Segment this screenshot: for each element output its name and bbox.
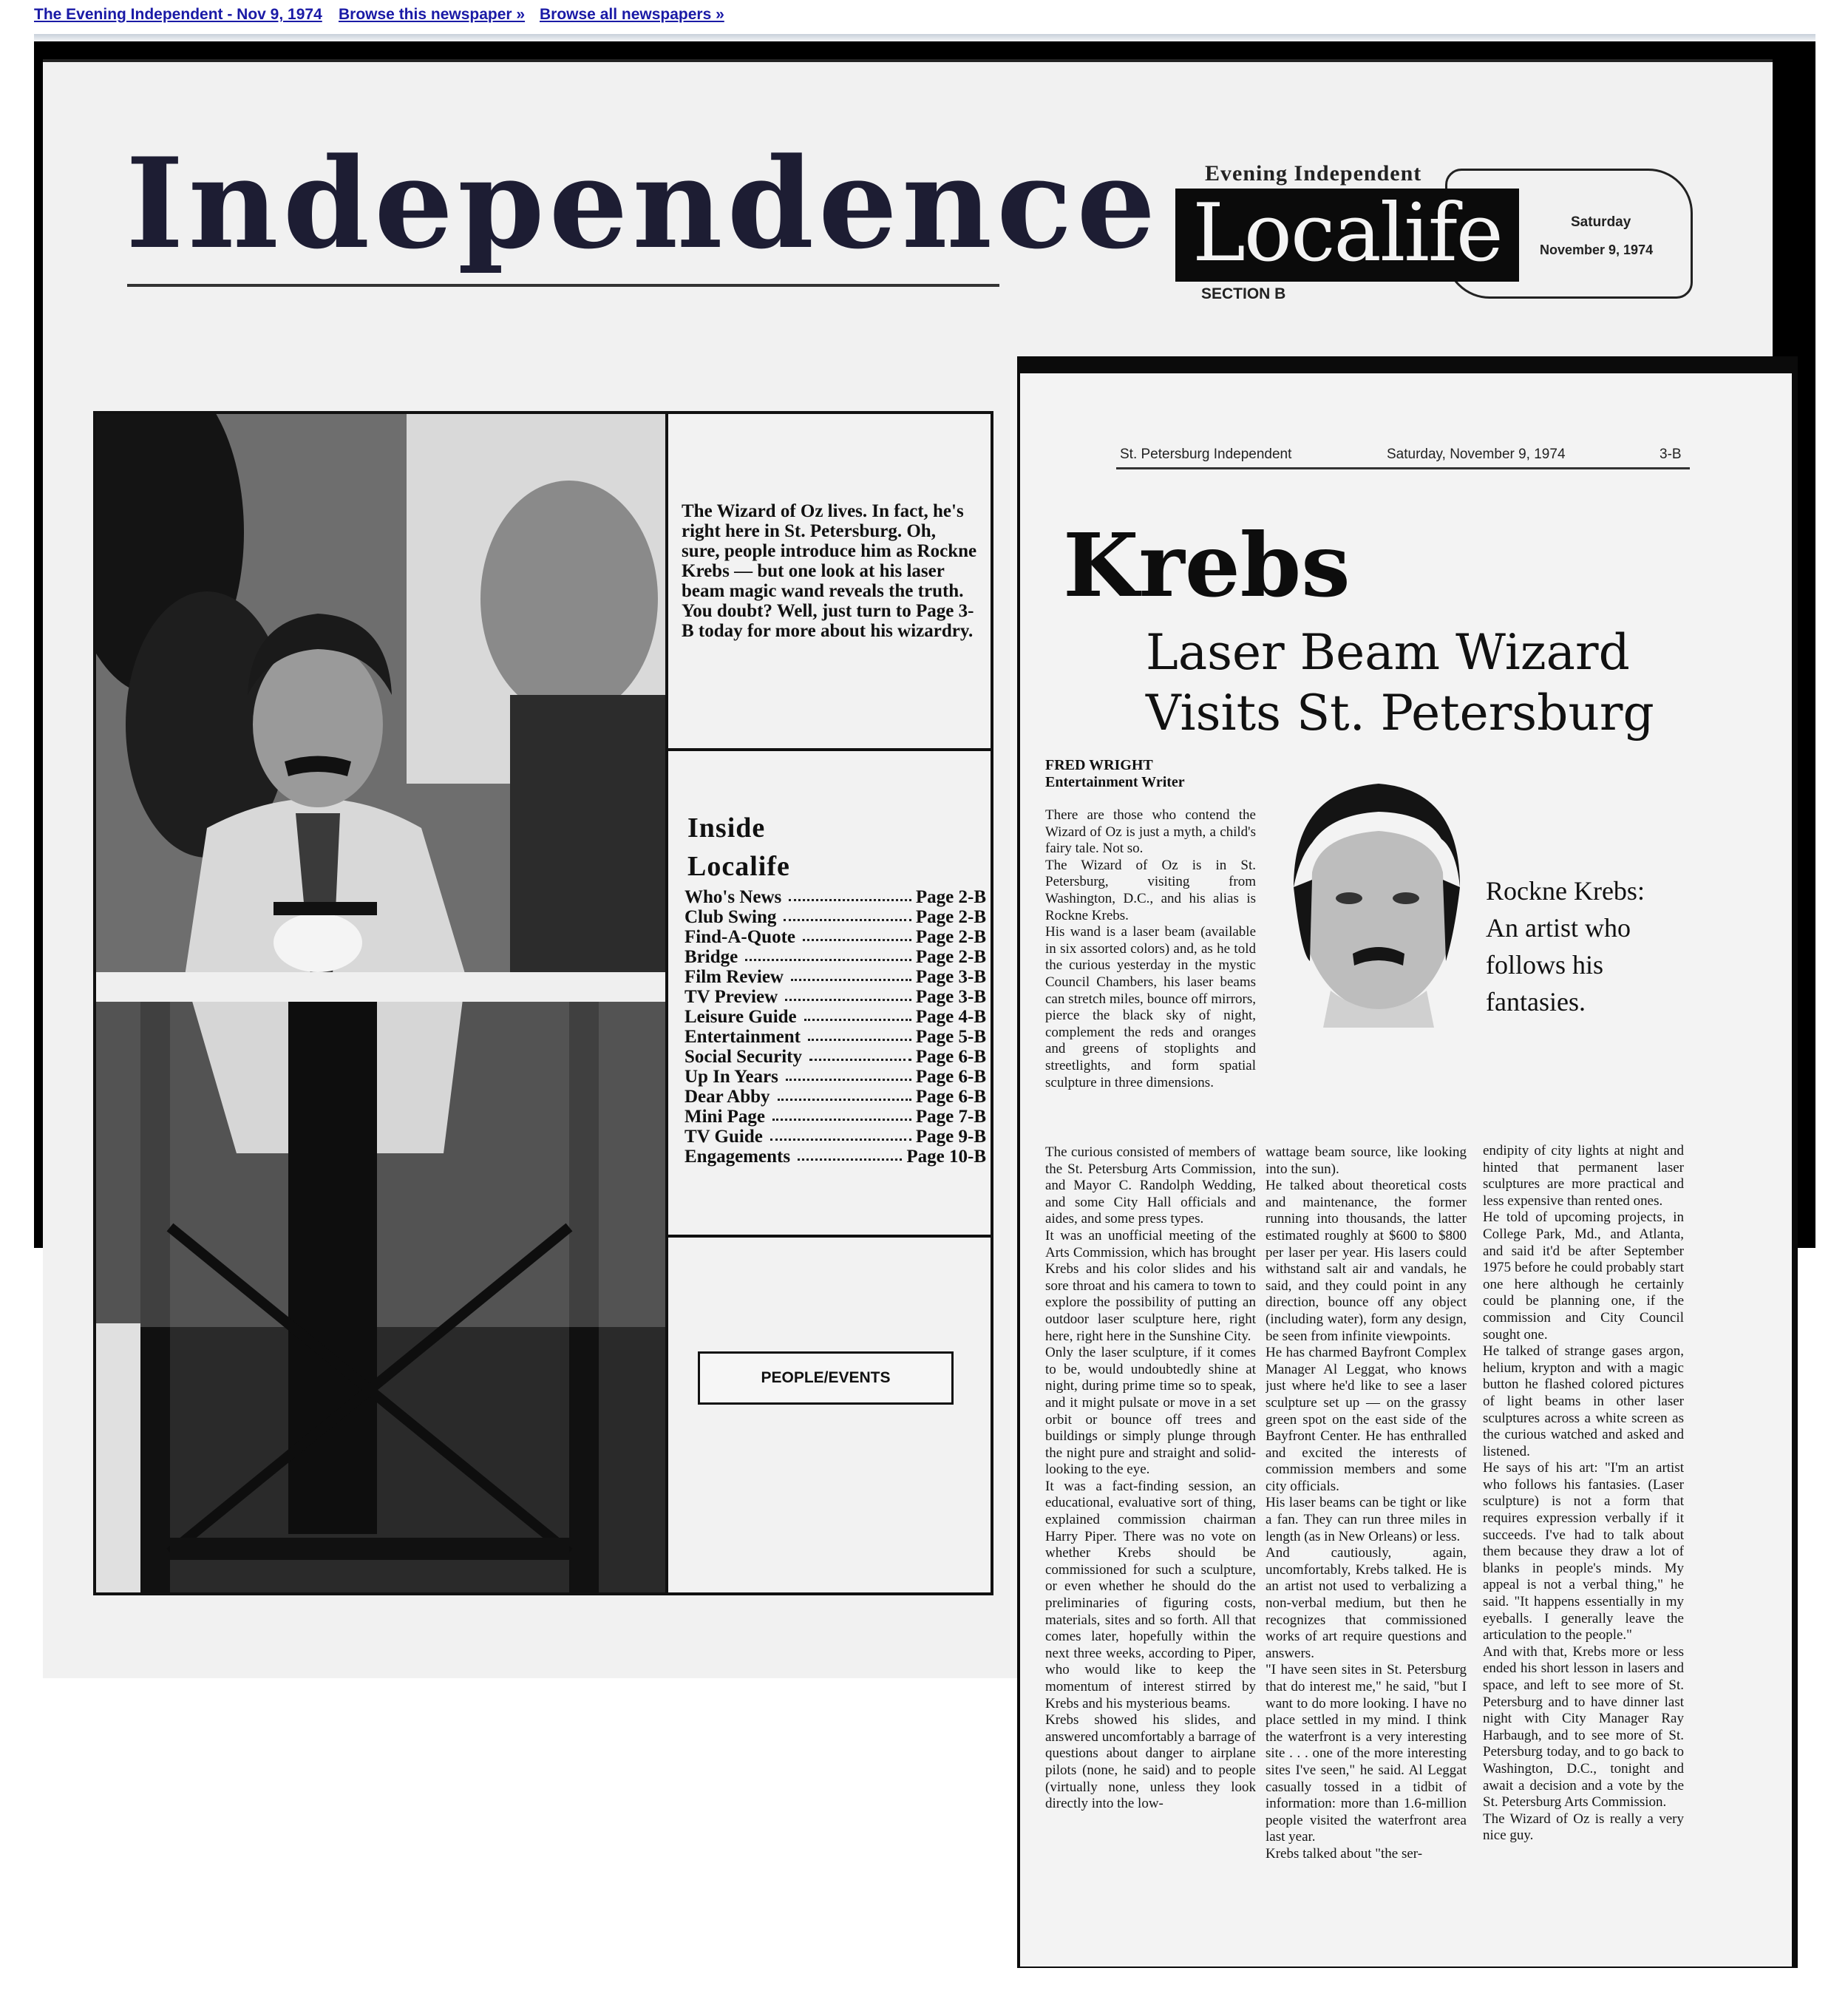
index-item-page: Page 2-B	[915, 947, 986, 967]
photo-divider	[665, 414, 668, 1592]
index-item-page: Page 3-B	[915, 987, 986, 1007]
folio-page-number: 3-B	[1660, 447, 1682, 462]
index-item-name: Find-A-Quote	[684, 927, 795, 947]
index-row	[684, 987, 986, 1007]
section-flag-paper-name: Evening Independent	[1205, 161, 1422, 186]
folio-rule	[1116, 467, 1690, 469]
krebs-portrait-photo	[1279, 769, 1472, 1028]
folio-paper-name: St. Petersburg Independent	[1120, 447, 1292, 462]
inside-heading: Inside	[687, 812, 766, 844]
index-leader-dots	[798, 1147, 902, 1161]
index-row	[684, 907, 986, 927]
index-row	[684, 1127, 986, 1147]
index-leader-dots	[785, 987, 911, 1001]
sidebar-rule-1	[668, 748, 992, 751]
index-item-page: Page 7-B	[915, 1107, 986, 1127]
index-leader-dots	[803, 927, 911, 941]
index-item-page: Page 2-B	[915, 887, 986, 907]
section-flag-day: Saturday	[1571, 214, 1631, 230]
subhead-line-1: Laser Beam Wizard	[1146, 624, 1630, 681]
index-row	[684, 947, 986, 967]
nav-divider	[34, 34, 1815, 41]
index-item-name: TV Preview	[684, 987, 778, 1007]
section-flag-date: November 9, 1974	[1540, 242, 1654, 257]
index-leader-dots	[786, 1067, 911, 1081]
index-row	[684, 1007, 986, 1027]
index-item-name: Engagements	[684, 1147, 791, 1167]
article-column-3: endipity of city lights at night and hinted that permanent laser sculptures are more practical and less expensive than rented ones. He told of upcoming projects, in College Park, Md., and Atlanta, and said it'd be after September 1975 before he could probably start one here although he certainly could be planning one, if the commission and City Council sought one. He talked of strange gases argon, helium, krypton and with a magic button he flashed colored pictures of light beams in other laser sculptures across a white screen as the curious watched and asked and listened. He says of his art: "I'm an artist who follows his fantasies. (Laser sculpture) is not a form that requires expression verbally if it succeeds. I've had to talk about them because they draw a lot of blanks in people's minds. My appeal is not a verbal thing," he said. "It happens essentially in my eyeballs. I generally leave the articulation to the people." And with that, Krebs more or less ended his short lesson in lasers and space, and left to see more of St. Petersburg and to have dinner last night with City Manager Ray Harbaugh, and to see more of St. Petersburg today, and to go back to Washington, D.C., tonight and await a decision and a vote by the St. Petersburg Arts Commission. The Wizard of Oz is really a very nice guy.	[1483, 1143, 1684, 1844]
inside-index	[684, 887, 986, 1167]
index-item-page: Page 2-B	[915, 907, 986, 927]
index-leader-dots	[804, 1007, 911, 1021]
artist-photo	[96, 414, 667, 1592]
article-subheadline	[1146, 622, 1708, 744]
article-column-2: wattage beam source, like looking into the sun). He talked about theoretical costs and maintenance, the former running into thousands, the latter estimated roughly at $600 to $800 per laser per year. His lasers could withstand salt air and vandals, he said, and they could point in any direction, bounce off any object (including water), form any design, be seen from infinite viewpoints. He has charmed Bayfront Complex Manager Al Leggat, who knows just where he'd like to see a laser sculpture set up — on the grassy green spot on the east side of the Bayfront Center. He has enthralled and excited the interests of commission members and some city officials. His laser beams can be tight or like a fan. They can run three miles in length (as in New Orleans) or less. And cautiously, again, uncomfortably, Krebs talked. He is an artist not used to verbalizing a non-verbal medium, but then he recognizes that commissioned works of art require questions and answers. "I have seen sites in St. Petersburg that do interest me," he said, "but I want to do more looking. I have no place settled in my mind. I think the waterfront is a very interesting site . . . one of the more interesting sites I've seen," he said. Al Leggat casually tossed in a tidbit of information: more than 1.6-million people visited the waterfront area last year. Krebs talked about "the ser-	[1266, 1144, 1467, 1862]
index-leader-dots	[772, 1107, 911, 1121]
index-item-page: Page 3-B	[915, 967, 986, 987]
section-flag-section: SECTION B	[1201, 285, 1286, 302]
index-row	[684, 1027, 986, 1047]
index-item-page: Page 6-B	[915, 1067, 986, 1087]
byline	[1045, 757, 1185, 791]
index-leader-dots	[745, 947, 911, 961]
photo-caption: Rockne Krebs: An artist who follows his fantasies.	[1486, 876, 1645, 1017]
paper-date-link[interactable]: The Evening Independent - Nov 9, 1974	[34, 6, 322, 23]
index-row	[684, 927, 986, 947]
index-item-name: Entertainment	[684, 1027, 801, 1047]
index-row	[684, 967, 986, 987]
index-item-name: Who's News	[684, 887, 782, 907]
index-row	[684, 887, 986, 907]
index-item-name: Film Review	[684, 967, 784, 987]
index-item-name: Up In Years	[684, 1067, 778, 1087]
index-row	[684, 1047, 986, 1067]
index-leader-dots	[770, 1127, 911, 1141]
index-item-name: Social Security	[684, 1047, 803, 1067]
browse-all-newspapers-link[interactable]: Browse all newspapers »	[540, 6, 724, 23]
masthead-title: Independence	[126, 130, 1161, 276]
browse-this-newspaper-link[interactable]: Browse this newspaper »	[339, 6, 526, 23]
index-item-name: Leisure Guide	[684, 1007, 797, 1027]
index-leader-dots	[784, 907, 911, 921]
index-row	[684, 1147, 986, 1167]
people-events-button[interactable]: PEOPLE/EVENTS	[698, 1351, 954, 1405]
index-item-page: Page 4-B	[915, 1007, 986, 1027]
index-leader-dots	[809, 1047, 911, 1061]
index-item-page: Page 9-B	[915, 1127, 986, 1147]
index-item-page: Page 6-B	[915, 1087, 986, 1107]
article-headline: Krebs	[1063, 514, 1351, 617]
index-row	[684, 1107, 986, 1127]
index-item-page: Page 10-B	[906, 1147, 986, 1167]
section-flag-name: Localife	[1175, 189, 1519, 282]
index-item-name: Mini Page	[684, 1107, 766, 1127]
front-page-top-edge	[43, 59, 1773, 62]
index-row	[684, 1087, 986, 1107]
index-item-name: Bridge	[684, 947, 738, 967]
index-item-name: TV Guide	[684, 1127, 763, 1147]
index-item-name: Club Swing	[684, 907, 777, 927]
index-leader-dots	[789, 887, 911, 901]
masthead-rule	[127, 284, 999, 287]
index-item-name: Dear Abby	[684, 1087, 770, 1107]
article-column-1: The curious consisted of members of the St. Petersburg Arts Commission, and Mayor C. Randolph Wedding, and some City Hall officials and aides, and some press types. It was an unofficial meeting of the Arts Commission, which has brought Krebs and his color slides and his sore throat and his camera to town to explore the possibility of putting an outdoor laser sculpture here, right here, right here in the Sunshine City. Only the laser sculpture, if it comes to be, would undoubtedly shine at night, during prime time so to speak, and it might pulsate or move in a set orbit or bounce off trees and buildings or simply plunge through the night pure and straight and solid-looking to the eye. It was a fact-finding session, an educational, evaluative sort of thing, explained commission chairman Harry Piper. There was no vote on whether Krebs should be commissioned for such a sculpture, or even whether he should do the preliminaries of figuring costs, materials, sites and so forth. All that comes later, hopefully within the next three weeks, according to Piper, who would like to keep the momentum of interest stirred by Krebs and his mysterious beams. Krebs showed his slides, and answered uncomfortably a barrage of questions about danger to airplane pilots (none, he said) and to people (virtually none, unless they look directly into the low-	[1045, 1144, 1256, 1812]
inside-heading-localife: Localife	[687, 851, 790, 882]
teaser-text: The Wizard of Oz lives. In fact, he's right here in St. Petersburg. Oh, sure, people introduce him as Rockne Krebs — but one look at his laser beam magic wand reveals the truth. You doubt? Well, just turn to Page 3-B today for more about his wizardry.	[682, 501, 977, 641]
top-nav-bar	[0, 0, 1848, 35]
index-leader-dots	[808, 1027, 911, 1041]
index-item-page: Page 5-B	[915, 1027, 986, 1047]
article-lead-column: There are those who contend the Wizard of Oz is just a myth, a child's fairy tale. Not so. The Wizard of Oz is in St. Petersburg, visiting from Washington, D.C., and his alias is Rockne Krebs. His wand is a laser beam (available in six assorted colors) and, as he told the curious yesterday in the mystic Council Chambers, his laser beams can stretch miles, bounce off mirrors, pierce the black sky of night, complement the reds and oranges and greens of stoplights and streetlights, and form spatial sculpture in three dimensions.	[1045, 807, 1256, 1090]
folio-date: Saturday, November 9, 1974	[1387, 447, 1566, 462]
index-row	[684, 1067, 986, 1087]
index-item-page: Page 2-B	[915, 927, 986, 947]
index-leader-dots	[791, 967, 911, 981]
index-item-page: Page 6-B	[915, 1047, 986, 1067]
subhead-line-2: Visits St. Petersburg	[1146, 685, 1654, 742]
byline-title: Entertainment Writer	[1045, 774, 1185, 790]
index-leader-dots	[778, 1087, 911, 1101]
sidebar-rule-2	[668, 1235, 992, 1238]
byline-name: FRED WRIGHT	[1045, 757, 1153, 773]
